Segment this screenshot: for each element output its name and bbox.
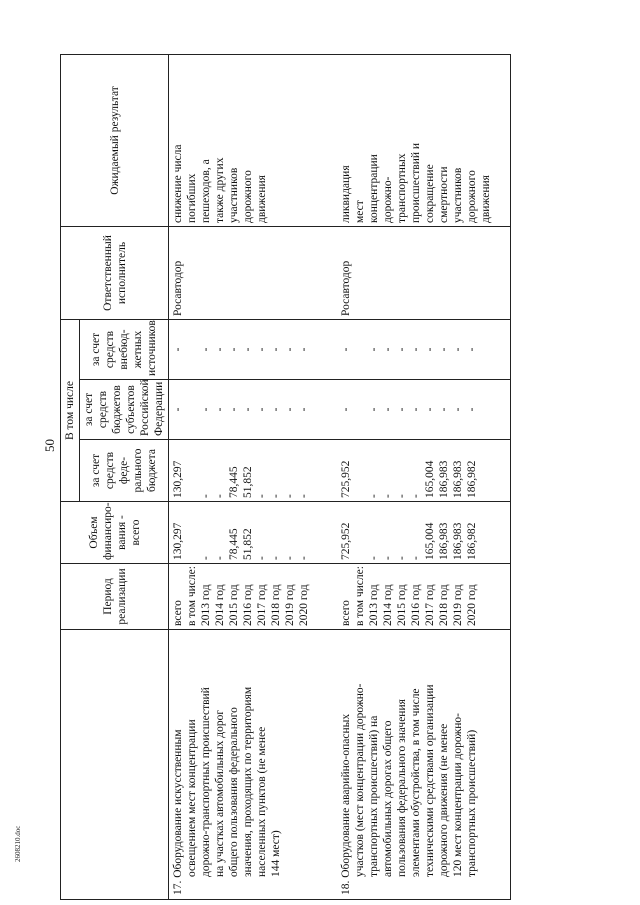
- result-line: ликвидация: [339, 165, 352, 223]
- measure-line: на участках автомобильных дорог: [214, 709, 226, 877]
- total-value: -: [367, 556, 380, 560]
- extrabudget-value: [353, 323, 367, 376]
- extrabudget-value: -: [200, 347, 212, 352]
- extrabudget-value: -: [172, 347, 184, 352]
- header-in-that-number: В том числе: [61, 320, 80, 502]
- extrabudget-value: -: [437, 347, 450, 352]
- federal-value: [185, 443, 199, 498]
- executor-value: Росавтодор: [172, 260, 184, 316]
- period-value: 2018 год: [437, 584, 450, 626]
- regional-value: -: [395, 407, 408, 412]
- period-cell: [169, 564, 337, 630]
- total-value: 725,952: [339, 522, 352, 560]
- federal-value: -: [395, 494, 408, 498]
- regional-value: -: [381, 407, 394, 412]
- total-value: [353, 505, 367, 560]
- period-cell: [337, 564, 511, 630]
- measure-line: пользования федерального значения: [395, 699, 408, 877]
- period-value: в том числе:: [353, 566, 366, 626]
- total-cell: [169, 502, 337, 564]
- measure-line: 18. Оборудование аварийно-опасных: [339, 713, 352, 895]
- federal-value: -: [256, 494, 268, 498]
- result-cell: [169, 55, 337, 227]
- header-measure: [61, 630, 169, 900]
- table-body: [169, 55, 511, 900]
- federal-value: -: [381, 494, 394, 498]
- total-value: 186,983: [437, 522, 450, 560]
- total-value: 130,297: [172, 522, 184, 560]
- period-value: 2016 год: [409, 584, 422, 626]
- federal-value: 78,445: [228, 466, 240, 498]
- total-value: 186,982: [465, 522, 478, 560]
- extrabudget-value: -: [423, 347, 436, 352]
- measure-line: общего пользования федерального: [228, 707, 240, 877]
- header-federal: за счет средств феде-рального бюджета: [80, 440, 169, 502]
- executor-value: Росавтодор: [339, 260, 352, 316]
- result-line: дорожно-: [381, 176, 394, 223]
- federal-value: 186,983: [451, 460, 464, 498]
- federal-value: -: [367, 494, 380, 498]
- result-line: участников: [451, 167, 464, 223]
- extrabudget-value: -: [256, 347, 268, 352]
- period-value: 2018 год: [270, 584, 282, 626]
- result-line: также других: [214, 157, 226, 223]
- total-value: 165,004: [423, 522, 436, 560]
- federal-value: -: [270, 494, 282, 498]
- federal-value: 725,952: [339, 460, 352, 498]
- extrabudget-value: -: [228, 347, 240, 352]
- measure-cell: [337, 630, 511, 900]
- extrabudget-value: -: [381, 347, 394, 352]
- result-line: движения: [479, 175, 492, 223]
- total-value: -: [298, 556, 310, 560]
- regional-value: -: [270, 407, 282, 412]
- extrabudget-value: -: [298, 347, 310, 352]
- extrabudget-value: -: [409, 347, 422, 352]
- extrabudget-cell: [169, 320, 337, 380]
- header-executor: Ответственный исполнитель: [61, 227, 169, 320]
- federal-value: 186,983: [437, 460, 450, 498]
- federal-value: 130,297: [172, 460, 184, 498]
- page-number: 50: [42, 439, 57, 452]
- rotated-landscape-page: [60, 55, 580, 900]
- federal-value: -: [214, 494, 226, 498]
- result-line: транспортных: [395, 153, 408, 223]
- total-value: 186,983: [451, 522, 464, 560]
- result-line: снижение числа: [172, 144, 184, 223]
- regional-value: -: [367, 407, 380, 412]
- extrabudget-value: -: [284, 347, 296, 352]
- federal-value: -: [284, 494, 296, 498]
- extrabudget-value: -: [242, 347, 254, 352]
- regional-value: -: [298, 407, 310, 412]
- regional-cell: [337, 380, 511, 440]
- regional-value: -: [200, 407, 212, 412]
- header-regional: за счет средств бюджетов субъектов Российской Федерации: [80, 380, 169, 440]
- measure-line: транспортных происшествий) на: [367, 715, 380, 877]
- measure-line: автомобильных дорогах общего: [381, 720, 394, 877]
- extrabudget-cell: [337, 320, 511, 380]
- extrabudget-value: -: [465, 347, 478, 352]
- regional-value: -: [242, 407, 254, 412]
- period-value: 2017 год: [256, 584, 268, 626]
- measure-cell: [169, 630, 337, 900]
- total-cell: [337, 502, 511, 564]
- measure-line: дорожно-транспортных происшествий: [200, 687, 212, 877]
- measure-line: 120 мест концентрации дорожно-: [451, 713, 464, 877]
- measures-table: [60, 54, 511, 900]
- federal-value: 51,852: [242, 466, 254, 498]
- regional-value: -: [284, 407, 296, 412]
- header-period: Период реализации: [61, 564, 169, 630]
- regional-value: -: [339, 407, 352, 412]
- total-value: -: [409, 556, 422, 560]
- total-value: -: [200, 556, 212, 560]
- period-value: 2013 год: [367, 584, 380, 626]
- result-line: дорожного: [242, 170, 254, 223]
- federal-cell: [169, 440, 337, 502]
- extrabudget-value: -: [214, 347, 226, 352]
- total-value: -: [256, 556, 268, 560]
- result-line: происшествий и: [409, 142, 422, 223]
- table-row: [169, 55, 337, 900]
- regional-cell: [169, 380, 337, 440]
- executor-cell: [337, 227, 511, 320]
- extrabudget-value: -: [339, 347, 352, 352]
- federal-value: [353, 443, 367, 498]
- regional-value: -: [409, 407, 422, 412]
- total-value: -: [381, 556, 394, 560]
- extrabudget-value: -: [367, 347, 380, 352]
- period-value: 2020 год: [465, 584, 478, 626]
- extrabudget-value: -: [451, 347, 464, 352]
- measure-line: техническими средствами организации: [423, 684, 436, 877]
- result-line: погибших: [186, 173, 198, 223]
- regional-value: -: [437, 407, 450, 412]
- measure-line: транспортных происшествий): [465, 729, 478, 877]
- header-extrabudget: за счет средств внебюд-жетных источников: [80, 320, 169, 380]
- total-value: -: [214, 556, 226, 560]
- regional-value: -: [256, 407, 268, 412]
- regional-value: -: [465, 407, 478, 412]
- measure-line: 17. Оборудование искусственным: [172, 729, 184, 895]
- measure-line: дорожного движения (не менее: [437, 723, 450, 877]
- federal-value: -: [409, 494, 422, 498]
- result-line: смертности: [437, 166, 450, 223]
- extrabudget-value: -: [395, 347, 408, 352]
- total-value: -: [284, 556, 296, 560]
- period-value: 2016 год: [242, 584, 254, 626]
- measure-line: населенных пунктов (не менее: [256, 726, 268, 877]
- period-value: 2015 год: [395, 584, 408, 626]
- measure-line: 144 мест): [270, 830, 282, 877]
- result-line: движения: [256, 175, 268, 223]
- footer-filename: 2608210.doc: [14, 825, 22, 862]
- measure-line: участков (мест концентрации дорожно-: [353, 683, 366, 877]
- total-value: -: [395, 556, 408, 560]
- executor-cell: [169, 227, 337, 320]
- result-line: пешеходов, а: [200, 159, 212, 223]
- result-line: участников: [228, 167, 240, 223]
- header-result: Ожидаемый результат: [61, 55, 169, 227]
- result-cell: [337, 55, 511, 227]
- total-value: [185, 505, 199, 560]
- federal-value: 186,982: [465, 460, 478, 498]
- federal-value: -: [298, 494, 310, 498]
- total-value: 78,445: [228, 528, 240, 560]
- regional-value: -: [451, 407, 464, 412]
- period-value: 2019 год: [451, 584, 464, 626]
- regional-value: -: [172, 407, 184, 412]
- period-value: 2020 год: [298, 584, 310, 626]
- header-total: Объем финансиро-вания - всего: [61, 502, 169, 564]
- measure-line: освещением мест концентрации: [186, 719, 198, 877]
- federal-value: -: [200, 494, 212, 498]
- period-value: 2017 год: [423, 584, 436, 626]
- regional-value: -: [423, 407, 436, 412]
- period-value: 2014 год: [381, 584, 394, 626]
- regional-value: -: [228, 407, 240, 412]
- measure-line: элементами обустройства, в том числе: [409, 688, 422, 877]
- result-line: мест: [353, 200, 366, 223]
- extrabudget-value: -: [270, 347, 282, 352]
- result-line: дорожного: [465, 170, 478, 223]
- table-row: [337, 55, 511, 900]
- total-value: -: [270, 556, 282, 560]
- result-line: сокращение: [423, 164, 436, 223]
- period-value: всего: [172, 600, 184, 626]
- regional-value: -: [214, 407, 226, 412]
- period-value: 2014 год: [214, 584, 226, 626]
- regional-value: [353, 383, 367, 436]
- period-value: 2015 год: [228, 584, 240, 626]
- regional-value: [185, 383, 199, 436]
- federal-value: 165,004: [423, 460, 436, 498]
- total-value: 51,852: [242, 528, 254, 560]
- period-value: в том числе:: [186, 566, 198, 626]
- extrabudget-value: [185, 323, 199, 376]
- period-value: 2019 год: [284, 584, 296, 626]
- measure-line: значения, проходящих по территориям: [242, 686, 254, 877]
- period-value: 2013 год: [200, 584, 212, 626]
- period-value: всего: [339, 600, 352, 626]
- federal-cell: [337, 440, 511, 502]
- result-line: концентрации: [367, 154, 380, 223]
